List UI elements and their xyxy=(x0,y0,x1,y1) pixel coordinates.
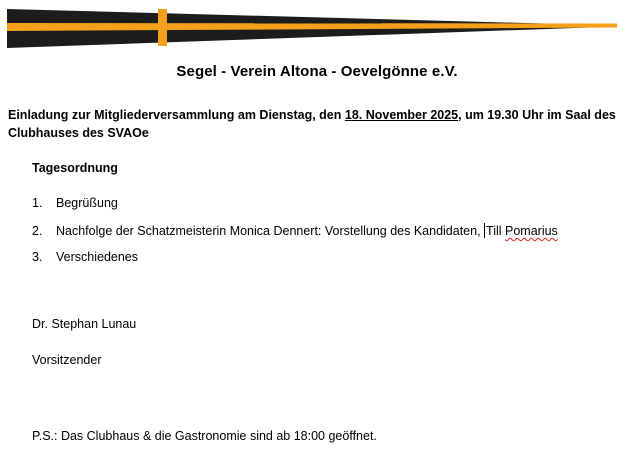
agenda-item-number: 3. xyxy=(32,250,43,264)
agenda-heading: Tagesordnung xyxy=(32,161,118,175)
pennant-orange-cross-bar xyxy=(158,9,167,46)
signature-role: Vorsitzender xyxy=(32,353,102,367)
candidate-last-name-misspelled[interactable]: Pomarius xyxy=(505,224,558,238)
agenda-item-text: Verschiedenes xyxy=(56,250,139,264)
invitation-text xyxy=(8,106,630,142)
invitation-date: 18. November 2025 xyxy=(344,108,459,122)
page-title: Segel - Verein Altona - Oevelgönne e.V. xyxy=(176,63,458,80)
agenda-item-number: 1. xyxy=(32,196,43,210)
postscript: P.S.: Das Clubhaus & die Gastronomie sind ab 18:00 geöffnet. xyxy=(32,429,377,443)
invitation-before-date: Einladung zur Mitgliederversammlung am Dienstag, den xyxy=(8,108,345,122)
invitation-after-date: , um 19.30 Uhr im Saal des Clubhauses des SVAOe xyxy=(8,108,616,140)
agenda-item-text: Nachfolge der Schatzmeisterin Monica Dennert: Vorstellung des Kandidaten, xyxy=(56,224,485,238)
club-pennant-logo xyxy=(0,0,634,56)
agenda-item-text: Begrüßung xyxy=(56,196,118,210)
text-cursor xyxy=(484,223,485,238)
agenda-list xyxy=(32,196,558,277)
agenda-item xyxy=(32,250,558,277)
candidate-first-name: Till xyxy=(486,224,506,238)
agenda-item xyxy=(32,223,558,250)
agenda-item xyxy=(32,196,558,223)
agenda-item-number: 2. xyxy=(32,224,43,238)
signature-name: Dr. Stephan Lunau xyxy=(32,317,137,331)
